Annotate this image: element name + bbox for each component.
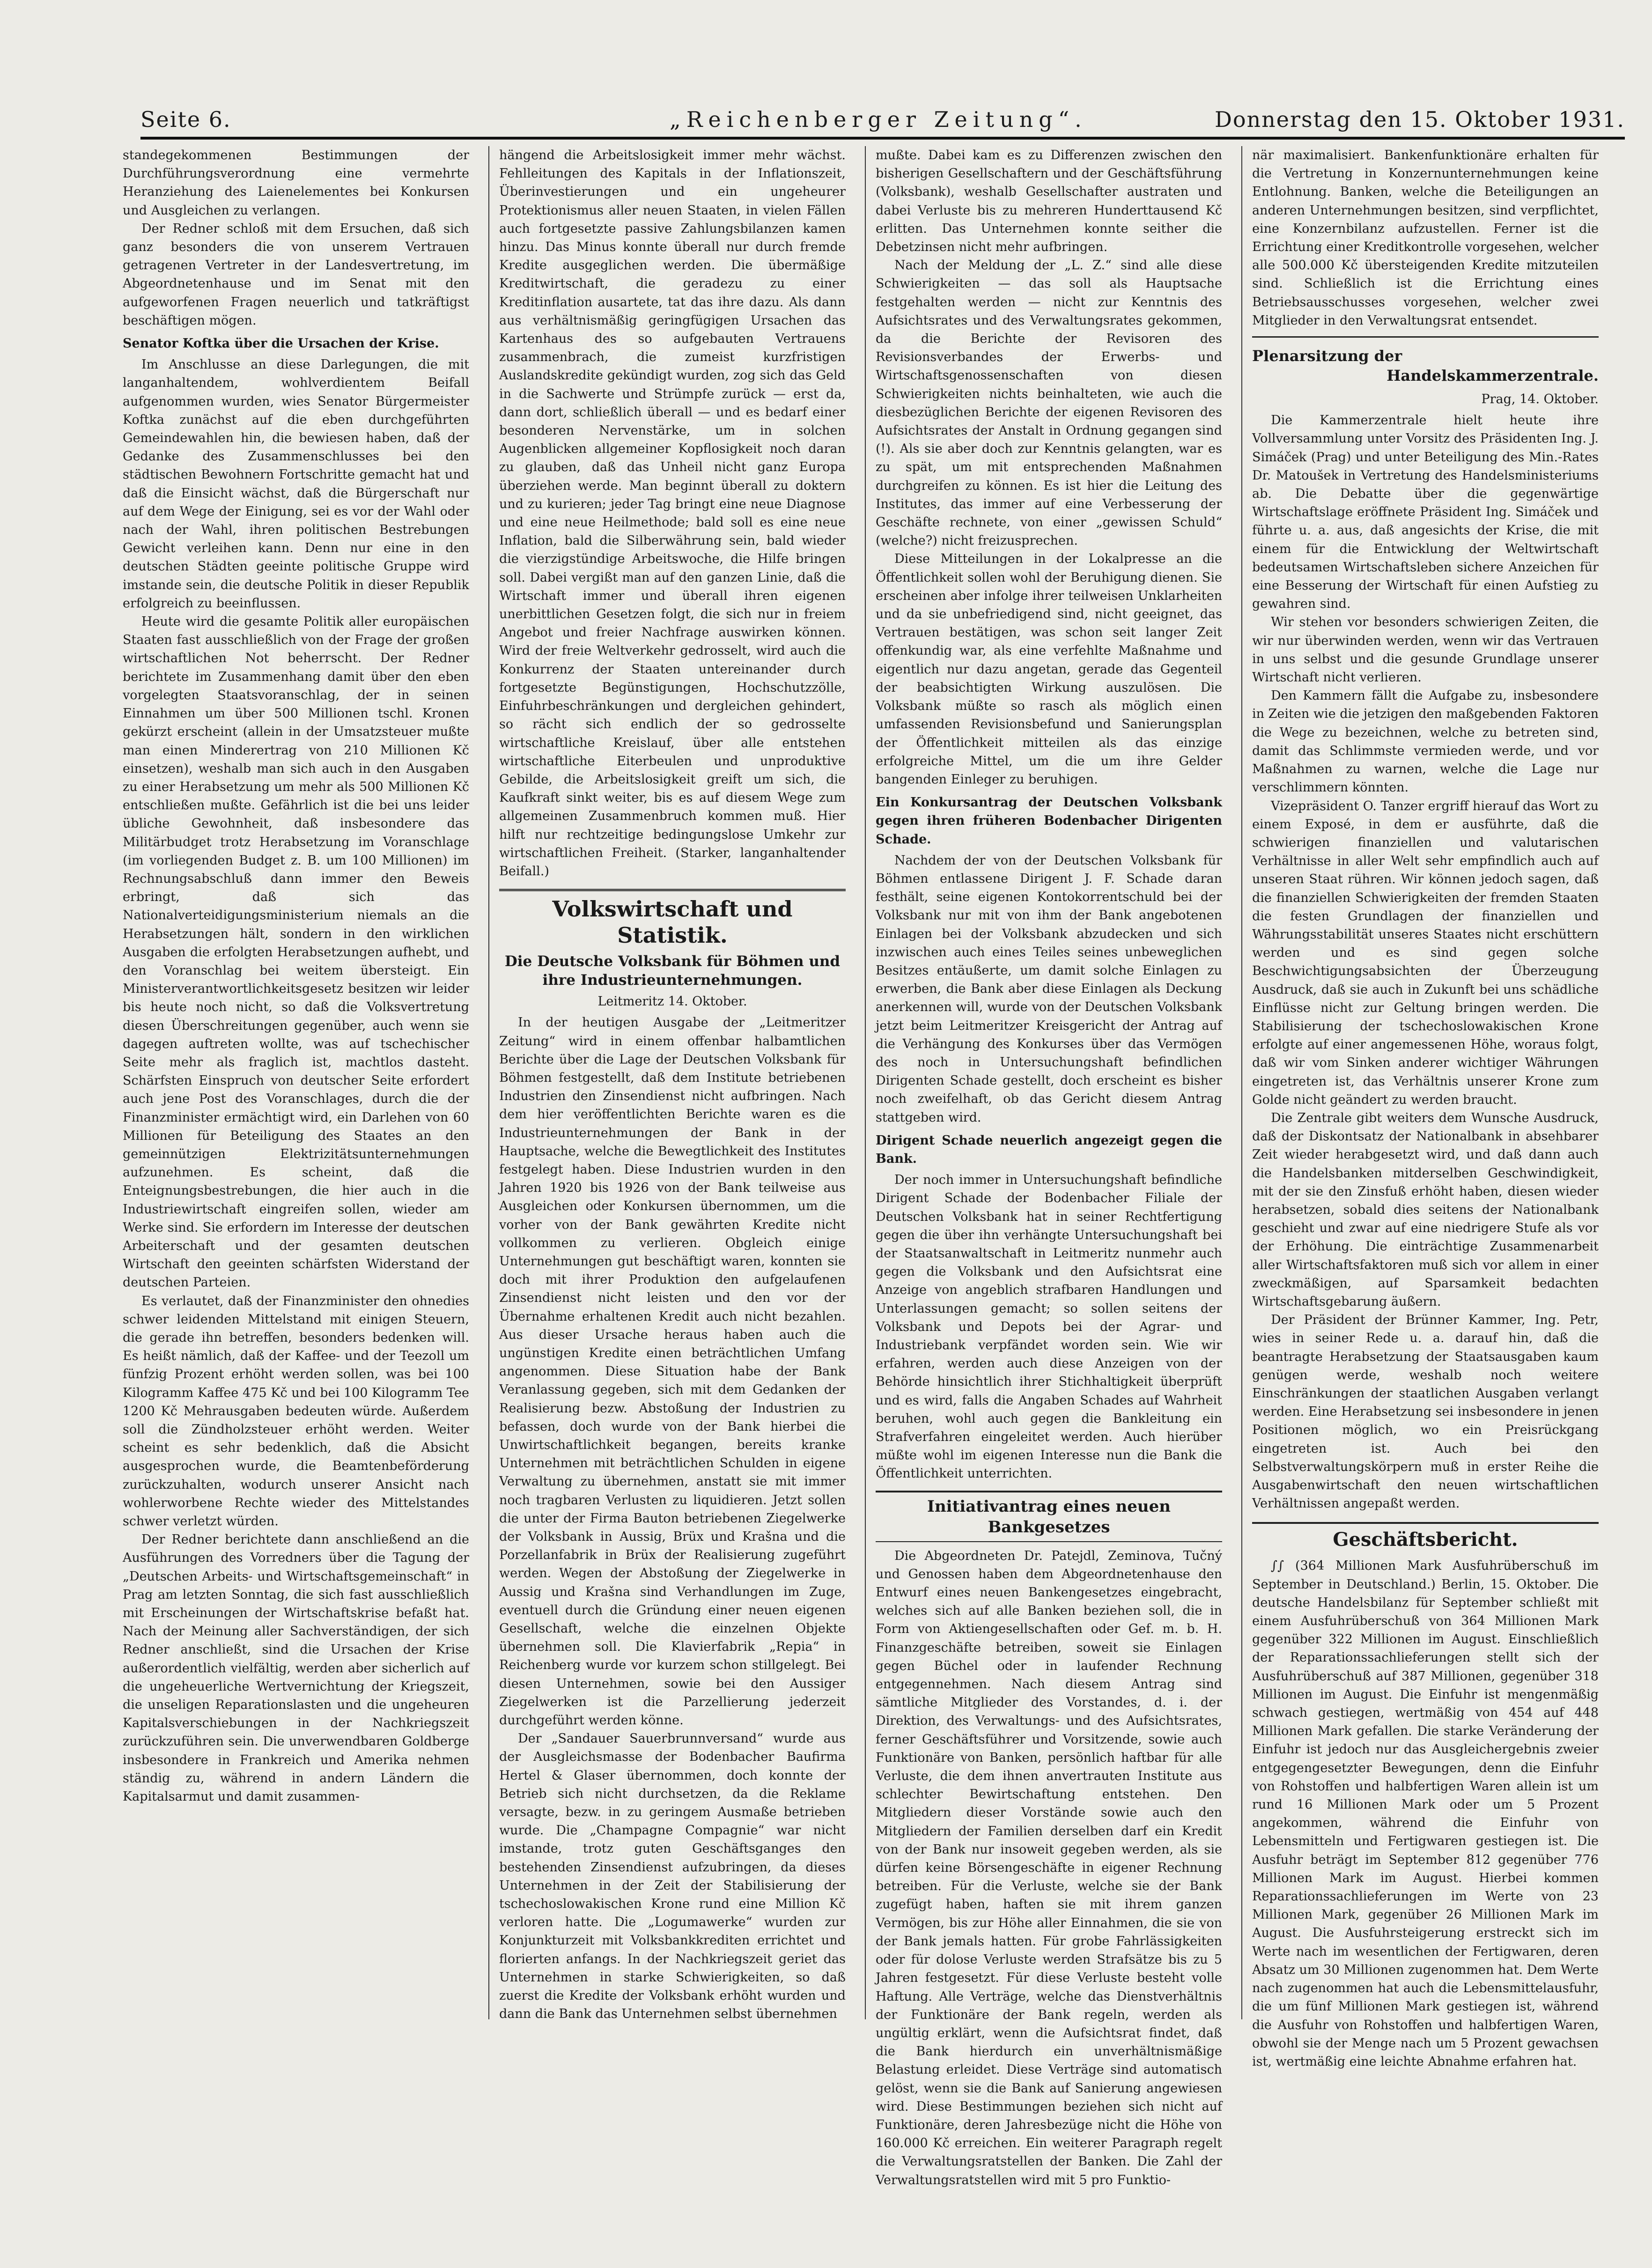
subheading: Ein Konkursantrag der Deutschen Volksbank gegen ihren früheren Bodenbacher Dirigenten Schade. [876, 795, 1222, 847]
dateline: Leitmeritz 14. Oktober. [597, 994, 747, 1009]
paragraph: Diese Mitteilungen in der Lokalpresse an die Öffentlichkeit sollen wohl der Beruhigung dienen. Sie erscheinen aber infolge ihrer teilweisen Unklarheiten und da sie unbefriedigend sind, nicht geeignet, das Vertrauen bestätigen, was schon seit langer Zeit offenkundig war, als eine verfehlte Maßnahme und eigentlich nur dazu angetan, gerade das Gegenteil der beabsichtigten Wirkung auszulösen. Die Volksbank müßte so rasch als möglich einen umfassenden Revisionsbefund und Sanierungsplan der Öffentlichkeit mitteilen als das einzige erfolgreiche Mittel, um die um ihre Gelder bangenden Einleger zu beruhigen. [876, 552, 1222, 787]
column-2 [499, 146, 846, 2179]
paragraph: Vizepräsident O. Tanzer ergriff hierauf das Wort zu einem Exposé, in dem er ausführte, daß die schwierigen finanziellen und valutarischen Verhältnisse in aller Welt sehr empfindlich auch auf unseren Staat rühren. Wir können jedoch sagen, daß die finanziellen Schwierigkeiten der fremden Staaten die festen Grundlagen der finanziellen und Währungsstabilität unseres Staates nicht erschüttern werden und es sind gegen solche Beschwichtigungsabsichten der Überzeugung Ausdruck, daß sie auch in Zukunft bei uns schädliche Einflüsse nicht zur Geltung bringen werden. Die Stabilisierung der tschechoslowakischen Krone erfolgte auf einer angemessenen Höhe, woraus folgt, daß wir vom Sinken anderer wichtiger Währungen eingetreten ist, das Verhältnis unserer Krone zum Golde nicht geändert zu werden braucht. [1252, 798, 1599, 1107]
paragraph: In der heutigen Ausgabe der „Leitmeritzer Zeitung“ wird in einem offenbar halbamtlichen Berichte über die Lage der Deutschen Volksbank für Böhmen festgestellt, daß dem Institute betriebenen Industrien den Zinsendienst nicht aufbringen. Nach dem hier veröffentlichten Berichte waren es die Industrieunternehmungen der Bank in der Hauptsache, welche die Bewegtlichkeit des Institutes festgelegt haben. Diese Industrien wurden in den Jahren 1920 bis 1926 von der Bank teilweise aus Ausgleichen oder Konkursen übernommen, um die vorher von der Bank gewährten Kredite nicht vollkommen zu verlieren. Obgleich einige Unternehmungen gut beschäftigt waren, konnten sie doch mit ihrer Produktion den aufgelaufenen Zinsendienst nicht leisten und den vor der Übernahme erhaltenen Kredit auch nicht bezahlen. Aus dieser Ursache heraus haben auch die ungünstigen Kredite einen beträchtlichen Umfang angenommen. Diese Situation habe der Bank Veranlassung gegeben, sich mit dem Gedanken der Realisierung bezw. Abstoßung der Industrien zu befassen, doch wurde von der Bank hierbei die Unwirtschaftlichkeit begangen, bereits kranke Unternehmen mit beträchtlichen Schulden in eigene Verwaltung zu übernehmen, anstatt sie mit immer noch tragbaren Verlusten zu liquidieren. Jetzt sollen die unter der Firma Bauton betriebenen Ziegelwerke der Volksbank in Aussig, Brüx und Krašna und die Porzellanfabrik in Brüx der Realisierung zugeführt werden. Wegen der Abstoßung der Ziegelwerke in Aussig und Krašna sind Verhandlungen im Zuge, eventuell durch die Gründung einer neuen eigenen Gesellschaft, welche die einzelnen Objekte übernehmen soll. Die Klavierfabrik „Repia“ in Reichenberg wurde vor kurzem schon stillgelegt. Bei diesen Unternehmen, sowie bei den Aussiger Ziegelwerken ist die Parzellierung jederzeit durchgeführt werden könne. [499, 1015, 846, 1728]
header-rule [140, 137, 1625, 140]
paragraph: Der noch immer in Untersuchungshaft befindliche Dirigent Schade der Bodenbacher Filiale der Deutschen Volksbank hat in seiner Rechtfertigung gegen die über ihn verhängte Untersuchungshaft bei der Staatsanwaltschaft in Leitmeritz nunmehr auch gegen die Volksbank und den Aufsichtsrat eine Anzeige von angeblich strafbaren Handlungen und Unterlassungen gemacht; so sollen seitens der Volksbank und Depots bei der Agrar- und Industriebank verpfändet worden sein. Wie wir erfahren, werden auch diese Anzeigen von der Behörde hinsichtlich ihrer Stichhaltigkeit überprüft und es wird, falls die Angaben Schades auf Wahrheit beruhen, wohl auch gegen die Bankleitung ein Strafverfahren eingeleitet werden. Auch hierüber müßte wohl im eigenen Interesse nun die Bank die Öffentlichkeit unterrichten. [876, 1173, 1222, 1481]
paragraph: Heute wird die gesamte Politik aller europäischen Staaten fast ausschließlich von der Frage der großen wirtschaftlichen Not beherrscht. Der Redner berichtete im Zusammenhang damit über den eben vorgelegten Staatsvoranschlag, der in seinen Einnahmen um über 500 Millionen tschl. Kronen gekürzt erscheint (allein in der Umsatzsteuer mußte man einen Minderertrag von 210 Millionen Kč einsetzen), weshalb man sich auch in den Ausgaben zu einer Herabsetzung um mehr als 500 Millionen Kč entschließen mußte. Gefährlich ist die bei uns leider übliche Gewohnheit, daß insbesondere das Militärbudget trotz Herabsetzung im Voranschlage (im vorliegenden Budget z. B. um 100 Millionen) im Rechnungsabschluß dann immer den Beweis erbringt, daß sich das Nationalverteidigungsministerium niemals an die Herabsetzungen hält, sondern in den wirklichen Ausgaben die erfolgten Herabsetzungen aufhebt, und den Voranschlag bei weitem übersteigt. Ein Ministerverantwortlichkeitsgesetz besitzen wir leider bis heute noch nicht, so daß die Volksvertretung diesen Überschreitungen gegenüber, auch wenn sie dagegen auftreten wollte, was auf tschechischer Seite mehr als fraglich ist, machtlos dasteht. Schärfsten Einspruch von deutscher Seite erfordert auch jene Post des Voranschlages, durch die der Finanzminister ermächtigt wird, ein Darlehen von 60 Millionen für Beteiligung des Staates an den gemeinnützigen Elektrizitätsunternehmungen aufzunehmen. Es scheint, daß die Enteignungsbestrebungen, die hier auch in die Industriewirtschaft eingreifen sollen, wieder am Werke sind. Sie erfordern im Interesse der deutschen Arbeiterschaft und der gesamten deutschen Wirtschaft den geeinten schärfsten Widerstand der deutschen Parteien. [123, 614, 469, 1290]
paragraph: Die Zentrale gibt weiters dem Wunsche Ausdruck, daß der Diskontsatz der Nationalbank in absehbarer Zeit wieder herabgesetzt wird, und daß dann auch die Handelsbanken mitderselben Geschwindigkeit, mit der sie den Zinsfuß erhöht haben, diesen wieder herabsetzen, sobald dies seitens der Nationalbank geschieht und zwar auf eine niedrigere Stufe als vor der Erhöhung. Die einträchtige Zusammenarbeit aller Wirtschaftsfaktoren muß sich vor allem in einer zweckmäßigen, auf Sparsamkeit bedachten Wirtschaftsgebarung äußern. [1252, 1110, 1599, 1309]
paragraph: när maximalisiert. Bankenfunktionäre erhalten für die Vertretung in Konzernunternehmungen keine Entlohnung. Banken, welche die Beteiligungen an anderen Unternehmungen besitzen, sind verpflichtet, eine Konzernbilanz aufzustellen. Ferner ist die Errichtung einer Kreditkontrolle vorgesehen, welcher alle 500.000 Kč übersteigenden Kredite mitzuteilen sind. Schließlich ist die Errichtung eines Betriebsausschusses vorgesehen, welcher zwei Mitglieder in den Verwaltungsrat entsendet. [1252, 148, 1599, 328]
column-divider [488, 146, 489, 2019]
paragraph: Der Redner schloß mit dem Ersuchen, daß sich ganz besonders die von unserem Vertrauen getragenen Vertreter in der Landesvertretung, im Abgeordnetenhause und im Senat mit den aufgeworfenen Fragen neuerlich und tatkräftigst beschäftigen mögen. [123, 221, 469, 328]
column-divider [865, 146, 866, 2019]
page-number: Seite 6. [140, 107, 231, 132]
paragraph: Im Anschlusse an diese Darlegungen, die mit langanhaltendem, wohlverdientem Beifall aufgenommen wurden, wies Senator Bürgermeister Koftka zunächst auf die eben durchgeführten Gemeindewahlen hin, die bewiesen haben, daß der Gedanke des Zusammenschlusses bei den städtischen Bewohnern Fortschritte gemacht hat und daß die Einsicht wächst, daß die Bürgerschaft nur auf dem Wege der Einigung, sei es vor der Wahl oder nach der Wahl, ihren politischen Bestrebungen Gewicht verleihen kann. Denn nur eine in den deutschen Städten geeinte politische Gruppe wird imstande sein, die deutsche Politik in dieser Republik erfolgreich zu beeinflussen. [123, 357, 469, 611]
section-title: Geschäftsbericht. [1252, 1522, 1599, 1552]
subheading: Dirigent Schade neuerlich angezeigt gegen die Bank. [876, 1133, 1222, 1166]
paragraph: Der Redner berichtete dann anschließend an die Ausführungen des Vorredners über die Tagung der „Deutschen Arbeits- und Wirtschaftsgemeinschaft“ in Prag am letzten Sonntag, die sich fast ausschließlich mit Erscheinungen der Wirtschaftskrise befaßt hat. Nach der Meinung aller Sachverständigen, der sich Redner anschließt, sind die Ursachen der Krise außerordentlich vielfältig, werden aber sicherlich auf die ungeheuerliche Wertvernichtung der Kriegszeit, die unseligen Reparationslasten und die ungeheuren Kapitalsverschiebungen in der Nachkriegszeit zurückzuführen sein. Die unverwendbaren Goldberge insbesondere in Frankreich und Amerika nehmen ständig zu, während in andern Ländern die Kapitalsarmut und damit zusammen- [123, 1532, 469, 1804]
paragraph: Nach der Meldung der „L. Z.“ sind alle diese Schwierigkeiten — das soll als Hauptsache festgehalten werden — nicht zur Kenntnis des Aufsichtsrates und des Verwaltungsrates gekommen, da die Berichte der Revisoren des Revisionsverbandes der Erwerbs- und Wirtschaftsgenossenschaften von diesen Schwierigkeiten nichts beinhalteten, wie auch die diesbezüglichen Berichte der eigenen Revisoren des Aufsichtsrates der Anstalt in Ordnung gegangen sind (!). Als sie aber doch zur Kenntnis gelangten, war es zu spät, um mit entsprechenden Maßnahmen durchgreifen zu können. Es ist hier die Leitung des Institutes, das immer auf eine Verbesserung der Geschäfte rechnete, von einer „gewissen Schuld“ (welche?) nicht freizusprechen. [876, 258, 1222, 548]
paragraph: Den Kammern fällt die Aufgabe zu, insbesondere in Zeiten wie die jetzigen den maßgebenden Faktoren die Wege zu bezeichnen, welche zu betreten sind, damit das Schlimmste vermieden werde, und vor Maßnahmen zu warnen, welche die Lage nur verschlimmern könnten. [1252, 688, 1599, 795]
subheading: Senator Koftka über die Ursachen der Krise. [123, 336, 439, 351]
issue-date: Donnerstag den 15. Oktober 1931. [1214, 107, 1625, 132]
paragraph: hängend die Arbeitslosigkeit immer mehr wächst. Fehlleitungen des Kapitals in der Inflationszeit, Überinvestierungen und ein ungeheurer Protektionismus aller neuen Staaten, in vielen Fällen auch fortgesetzte passive Zahlungsbilanzen kamen hinzu. Das Minus konnte überall nur durch fremde Kredite ausgeglichen werden. Die übermäßige Kreditwirtschaft, die geradezu zu einer Kreditinflation ausartete, tat das ihre dazu. Als dann aus verhältnismäßig geringfügigen Ursachen das Kartenhaus des so aufgebauten Vertrauens zusammenbrach, die zumeist kurzfristigen Auslandskredite gekündigt wurden, zog sich das Geld in die Sachwerte und Strümpfe zurück — erst da, dann dort, schließlich überall — und es bedarf einer besonderen Nervenstärke, um in solchen Augenblicken allgemeiner Kopflosigkeit noch daran zu glauben, daß das Unheil nicht ganz Europa überziehen werde. Man beginnt überall zu doktern und zu kurieren; jeder Tag bringt eine neue Diagnose und eine neue Heilmethode; bald soll es eine neue Inflation, bald die Silberwährung sein, bald wieder die vierzigstündige Arbeitswoche, die Hilfe bringen soll. Dabei vergißt man auf den ganzen Linie, daß die Wirtschaft immer und überall ihren eigenen unerbittlichen Gesetzen folgt, die sich nur in freiem Angebot und freier Nachfrage auswirken können. Wird der freie Weltverkehr gedrosselt, wird auch die Konkurrenz der Staaten untereinander durch fortgesetzte Begünstigungen, Hochschutzzölle, Einfuhrbeschränkungen und dergleichen gehindert, so rächt sich endlich der so gedrosselte wirtschaftliche Kreislauf, über alle entstehen wirtschaftliche Eiterbeulen und unproduktive Gebilde, die Arbeitslosigkeit greift um sich, die Kaufkraft sinkt weiter, bis es auf diesem Wege zum allgemeinen Zusammenbruch kommen muß. Hier hilft nur rechtzeitige bedingungslose Umkehr zur wirtschaftlichen Freiheit. (Starker, langanhaltender Beifall.) [499, 148, 846, 879]
paragraph: Nachdem der von der Deutschen Volksbank für Böhmen entlassene Dirigent J. F. Schade daran festhält, seine eigenen Kontokorrentschuld bei der Volksbank nur mit von ihm der Bank angebotenen Einlagen bei der Volksbank abzudecken und sich inzwischen auch eines Teiles seines unbeweglichen Besitzes entäußerte, um damit solche Einlagen zu erwerben, die Bank aber diese Einlagen als Deckung anerkennen will, wurde von der Deutschen Volksbank jetzt beim Leitmeritzer Kreisgericht der Antrag auf die Verhängung des Konkurses über das Vermögen des noch in Untersuchungshaft befindlichen Dirigenten Schade gestellt, doch erscheint es bisher noch zweifelhaft, ob das Gericht diesem Antrag stattgeben wird. [876, 853, 1222, 1125]
article-headline [1252, 346, 1599, 385]
divider [1252, 336, 1599, 338]
paragraph: Die Kammerzentrale hielt heute ihre Vollversammlung unter Vorsitz des Präsidenten Ing. J. Simáček (Prag) und unter Beteiligung des Min.-Rates Dr. Matoušek in Vertretung des Handelsministeriums ab. Die Debatte über die gegenwärtige Wirtschaftslage eröffnete Präsident Ing. Simáček und führte u. a. aus, daß angesichts der Krise, die mit einem für die Entwicklung der Weltwirtschaft bedeutsamen Wirtschaftsleben sichere Anzeichen für eine Besserung der Wirtschaft für einen Aufstieg zu gewahren sind. [1252, 413, 1599, 612]
column-4 [1252, 146, 1599, 2179]
paragraph: Der Präsident der Brünner Kammer, Ing. Petr, wies in seiner Rede u. a. darauf hin, daß die beantragte Herabsetzung der Staatsausgaben kaum genügen werde, weshalb noch weitere Einschränkungen der staatlichen Ausgaben verlangt werden. Eine Herabsetzung sei insbesondere in jenen Positionen möglich, wo ein Preisrückgang eingetreten ist. Auch bei den Selbstverwaltungskörpern muß in erster Reihe die Ausgabenwirtschaft den neuen wirtschaftlichen Verhältnissen angepaßt werden. [1252, 1313, 1599, 1511]
paragraph: Wir stehen vor besonders schwierigen Zeiten, die wir nur überwinden werden, wenn wir das Vertrauen in uns selbst und die gesunde Grundlage unserer Wirtschaft nicht verlieren. [1252, 615, 1599, 685]
article-headline: Initiativantrag eines neuen Bankgesetzes [876, 1491, 1222, 1542]
section-title: Volkswirtschaft und Statistik. [499, 889, 846, 948]
headline-line-2: Handelskammerzentrale. [1386, 367, 1599, 385]
paragraph: ∫∫ (364 Millionen Mark Ausfuhrüberschuß im September in Deutschland.) Berlin, 15. Oktober. Die deutsche Handelsbilanz für September schließt mit einem Ausfuhrüberschuß von 364 Millionen Mark gegenüber 322 Millionen im August. Einschließlich der Reparationssachlieferungen stellt sich der Ausfuhrüberschuß auf 387 Millionen, gegenüber 318 Millionen im August. Die Einfuhr ist mengenmäßig schwach gestiegen, wertmäßig von 454 auf 448 Millionen Mark gefallen. Die starke Veränderung der Einfuhr ist jedoch nur das Ausgleichergebnis zweier entgegengesetzter Bewegungen, denn die Einfuhr von Rohstoffen und halbfertigen Waren allein ist um rund 16 Millionen Mark oder um 5 Prozent angekommen, während die Einfuhr von Lebensmitteln und Fertigwaren gestiegen ist. Die Ausfuhr beträgt im September 812 gegenüber 776 Millionen Mark im August. Hierbei kommen Reparationssachlieferungen im Werte von 23 Millionen Mark, gegenüber 26 Millionen Mark im August. Die Ausfuhrsteigerung erstreckt sich im Werte nach im wesentlichen der Fertigwaren, deren Absatz um 30 Millionen zugenommen hat. Dem Werte nach zugenommen hat auch die Lebensmittelausfuhr, die um fünf Millionen Mark gestiegen ist, während die Ausfuhr von Rohstoffen und halbfertigen Waren, obwohl sie der Menge nach um 5 Prozent gewachsen ist, wertmäßig eine leichte Abnahme erfahren hat. [1252, 1559, 1599, 2069]
paragraph: standegekommenen Bestimmungen der Durchführungsverordnung eine vermehrte Heranziehung des Laienelementes bei Konkursen und Ausgleichen zu verlangen. [123, 148, 469, 218]
newspaper-title: „Reichenberger Zeitung“. [670, 107, 1087, 132]
paragraph: Der „Sandauer Sauerbrunnversand“ wurde aus der Ausgleichsmasse der Bodenbacher Baufirma Hertel & Glaser übernommen, doch konnte der Betrieb sich nicht durchsetzen, da die Reklame versagte, bezw. in zu geringem Ausmaße betrieben wurde. Die „Champagne Compagnie“ war nicht imstande, trotz guten Geschäftsganges den bestehenden Zinsendienst aufzubringen, da dieses Unternehmen in der Zeit der Stabilisierung der tschechoslowakischen Krone rund eine Million Kč verloren hatte. Die „Logumawerke“ wurden zur Konjunkturzeit mit Volksbankkrediten errichtet und florierten anfangs. In der Nachkriegszeit geriet das Unternehmen in starke Schwierigkeiten, so daß zuerst die Kredite der Volksbank erhöht wurden und dann die Bank das Unternehmen selbst übernehmen [499, 1731, 846, 2022]
column-divider [1241, 146, 1242, 2019]
headline-line-1: Plenarsitzung der [1252, 347, 1402, 365]
dateline: Prag, 14. Oktober. [1481, 392, 1599, 407]
paragraph: Es verlautet, daß der Finanzminister den ohnedies schwer leidenden Mittelstand mit einigen Steuern, die gerade ihn betreffen, besonders bedenken will. Es heißt nämlich, daß der Kaffee- und der Teezoll um fünfzig Prozent erhöht werden sollen, was bei 100 Kilogramm Kaffee 475 Kč und bei 100 Kilogramm Tee 1200 Kč Mehrausgaben bedeuten würde. Außerdem soll die Zündholzsteuer erhöht werden. Weiter scheint es sehr bedenklich, daß die Absicht ausgesprochen wurde, die Beamtenbeförderung zurückzuhalten, wodurch unserer Ansicht nach wohlerworbene Rechte wieder des Mittelstandes schwer verletzt würden. [123, 1293, 469, 1529]
column-3 [876, 146, 1222, 2187]
paragraph: Die Abgeordneten Dr. Patejdl, Zeminova, Tučný und Genossen haben dem Abgeordnetenhause den Entwurf eines neuen Bankengesetzes eingebracht, welches sich auf alle Banken beziehen soll, die in Form von Aktiengesellschaften oder Gef. m. b. H. Finanzgeschäfte betreiben, soweit sie Einlagen gegen Büchel oder in laufender Rechnung entgegennehmen. Nach diesem Antrag sind sämtliche Mitglieder des Vorstandes, d. i. der Direktion, des Verwaltungs- und des Aufsichtsrates, ferner Geschäftsführer und Vorsitzende, sowie auch Funktionäre von Banken, persönlich haftbar für alle Verluste, die dem ihnen anvertrauten Institute aus schlechter Bewirtschaftung entstehen. Den Mitgliedern dieser Vorstände sowie auch den Mitgliedern der Familien derselben darf ein Kredit von der Bank nur insoweit gegeben werden, als sie dürfen keine Börsengeschäfte in eigener Rechnung betreiben. Für die Verluste, welche sie der Bank zugefügt haben, haften sie mit ihrem ganzen Vermögen, bis zur Höhe aller Einnahmen, die sie von der Bank jemals hatten. Für grobe Fahrlässigkeiten oder für dolose Verluste werden Strafsätze bis zu 5 Jahren festgesetzt. Für diese Verluste besteht volle Haftung. Alle Verträge, welche das Dienstverhältnis der Funktionäre der Bank regeln, werden als ungültig erklärt, wenn die Aufsichtsrat findet, daß die Bank hierdurch ein unverhältnismäßige Belastung erleidet. Diese Verträge sind automatisch gelöst, wenn sie die Bank auf Sanierung angewiesen wird. Diese Bestimmungen beziehen sich nicht auf Funktionäre, deren Jahresbezüge nicht die Höhe von 160.000 Kč erreichen. Ein weiterer Paragraph regelt die Verwaltungsratstellen der Banken. Die Zahl der Verwaltungsratstellen wird mit 5 pro Funktio- [876, 1548, 1222, 2187]
article-headline: Die Deutsche Volksbank für Böhmen und ihre Industrieunternehmungen. [504, 953, 841, 989]
column-1 [123, 146, 469, 2179]
paragraph: mußte. Dabei kam es zu Differenzen zwischen den bisherigen Gesellschaftern und der Geschäftsführung (Volksbank), weshalb Gesellschafter austraten und dabei Verluste bis zu mehreren Hunderttausend Kč erlitten. Das Unternehmen konnte seither die Debetzinsen nicht mehr aufbringen. [876, 148, 1222, 255]
